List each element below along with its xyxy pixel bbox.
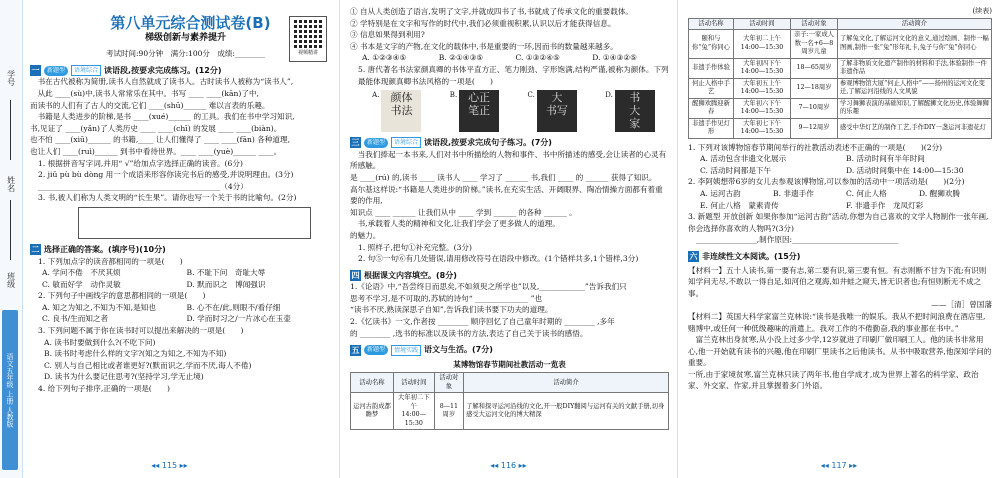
- table-row: [689, 98, 992, 118]
- passage-line: 高尔基这样说:“书籍是人类进步的阶梯。”读书,在充实生活、开阔眼界、陶冶情操方面都有着重要的作用,: [350, 184, 663, 206]
- option-a[interactable]: A. 知之为知之,不知为不知,是知也: [42, 302, 156, 312]
- table-body: [351, 393, 669, 430]
- section-number: 五: [351, 345, 360, 355]
- option-c[interactable]: C. 敏而好学 动作灵敏: [42, 279, 121, 289]
- new-type-badge: 新题型: [364, 138, 388, 148]
- reading-materials: [688, 265, 992, 393]
- table-row: [689, 30, 992, 59]
- page-115: [0, 0, 339, 478]
- fill-line: [10, 200, 11, 260]
- column-header: 活动对象: [434, 373, 463, 393]
- page-content: [688, 6, 992, 392]
- option-d[interactable]: D. 醒狮欢腾: [919, 188, 961, 198]
- option-c[interactable]: C. 别人与自己相比或者谁更好?(默而识之,学而不厌,诲人不倦): [44, 360, 252, 370]
- options-row: [688, 188, 992, 200]
- option-d[interactable]: D. 学而时习之/一片冰心在玉壶: [186, 314, 291, 324]
- option-b[interactable]: B. 心不在/此,则眼不/看仔细: [186, 302, 281, 312]
- option-a[interactable]: A. 运河古韵: [700, 188, 741, 198]
- table-cell: 了解和探寻运河沿线的文化,开一般DIY翻阅与运河有关的文献手册,切身感受大运河文化的博大精深: [464, 393, 669, 430]
- options-row: [688, 165, 992, 177]
- label-class: 班级: [6, 272, 16, 288]
- option-f[interactable]: F. 非遗手作 龙凤灯彩: [846, 200, 924, 210]
- passage-line: ③ 信息如果得到利用?: [350, 30, 425, 40]
- label-name: 姓名: [6, 176, 16, 192]
- section-number: 三: [351, 138, 360, 148]
- option-a[interactable]: A. 活动包含非遗文化展示: [700, 154, 787, 164]
- option-d[interactable]: D. 活动时间集中在 14:00—15:30: [846, 165, 964, 175]
- table-header-row: [351, 373, 669, 393]
- table-row: [689, 118, 992, 138]
- passage-line: 思考不学习,是不可取的,苏轼的诗句“ ______________ ”也: [350, 293, 543, 303]
- section-4-passage: [350, 281, 669, 339]
- book-tag: 语文五年级 上册 人教版: [2, 310, 18, 470]
- table-row: [351, 393, 669, 430]
- section-1-passage: [30, 76, 331, 157]
- table-cell: 8—11周岁: [434, 393, 463, 430]
- calligraphy-option-c[interactable]: [528, 90, 577, 132]
- answer-line[interactable]: ________________________________________________（4分）: [38, 181, 248, 191]
- question-2-1: 1. 下列加点字的读音都相同的一项是( ): [38, 256, 183, 266]
- column-header: 活动名称: [351, 373, 394, 393]
- table-cell: 何止人格中手艺: [689, 78, 734, 98]
- option-letter: C.: [527, 91, 535, 100]
- page-number: ◂◂ 117 ▸▸: [820, 461, 858, 471]
- option-e[interactable]: E. 何止八格 蒙素青传: [700, 200, 779, 210]
- passage-line: 书,承载着人类的精神和文化,让我们学会了更多做人的道理。: [350, 219, 560, 229]
- option-d[interactable]: D. 读书为什么要记住思考?(坚持学习,学无止境): [44, 372, 204, 382]
- qr-label: 视频精讲: [297, 50, 318, 57]
- table-cell: 7—10周岁: [791, 98, 838, 118]
- fill-line: [10, 100, 11, 160]
- table-cell: 了解非物质文化遗产制作的材料和手法,体验制作一件非遗作品: [838, 58, 992, 78]
- activity-table-continued: [688, 18, 992, 139]
- new-type-badge: 新题型: [44, 66, 68, 76]
- calligraphy-options: [358, 90, 669, 132]
- activity-table: [350, 372, 669, 430]
- options-row: [30, 279, 331, 291]
- qr-pattern-overlay: [294, 20, 322, 48]
- section-3-passage: [350, 149, 669, 242]
- intro-passage: [350, 6, 669, 52]
- option-c[interactable]: C. 活动时间都是下午: [700, 165, 772, 175]
- section-title: 非连续性文本阅读。(15分): [702, 251, 801, 261]
- passage-line: 而读书的人们有了古人的交流,它们 ____(shū)______ 难以言表的乐趣。: [30, 100, 270, 110]
- table-cell: 了解兔文化,了解运河文化的意义,通过绘画、制作一幅图画,制作一张“兔”形年礼卡,兔子与你“兔”你同心: [838, 30, 992, 59]
- option-a[interactable]: A. 读书时要做到什么?(不吃下问): [44, 337, 156, 347]
- page-subtitle: 梯级创新与素养提升: [144, 32, 226, 43]
- section-number: 四: [351, 270, 360, 280]
- table-cell: 大年初二下午 14:00—15:30: [393, 393, 434, 430]
- table-cell: 运河古韵成都瞻梦: [351, 393, 394, 430]
- passage-line: 的 ________ ,选书的标准以及读书的方法,表达了自己关于读书的感悟。: [350, 328, 588, 338]
- category-badge: 情境实践: [391, 345, 421, 356]
- section-6-heading: [688, 251, 992, 263]
- table-body: [689, 30, 992, 139]
- section-number: 二: [31, 245, 40, 255]
- question-2-2: 2. 下列句子中画线字的意思都相同的一项是( ): [38, 291, 206, 301]
- material-1-source: ——［清］曾国藩: [931, 300, 992, 310]
- table-cell: 大年初六下午 14:00—15:30: [734, 98, 791, 118]
- column-header: 活动简介: [838, 18, 992, 30]
- option-a[interactable]: A. ①②③④⑤: [362, 53, 407, 63]
- option-letter: D.: [605, 91, 613, 100]
- question-1-1: 1. 根据拼音写字词,并用“ √”给加点字选择正确的读音。(6分): [38, 158, 243, 168]
- answer-box[interactable]: [78, 207, 311, 239]
- passage-line: 当我们捧起一本书来,人们对书中所描绘的人物和事件、书中所描述的感受,会让读者的心灵有所感触。: [350, 149, 667, 171]
- passage-line: ② 学特别是在文字和写作的时代中,我们必须重视积累,认识以后才能获得信息。: [350, 18, 616, 28]
- table-title: 某博物馆春节期间社教活动一览表: [453, 359, 566, 369]
- passage-line: 从此 ____(sù)中,读书人常常乐在其中。书写 ____ ____(kān)了中,: [30, 88, 259, 98]
- table-cell: 12—18周岁: [791, 78, 838, 98]
- options-row: [350, 52, 669, 64]
- calligraphy-option-a[interactable]: [372, 90, 421, 132]
- question-2-3: 3. 下列问题不属于你在读书时可以提出来解决的一项是( ): [38, 326, 244, 336]
- section-number: 一: [31, 66, 40, 76]
- option-b[interactable]: B. ②①④③⑤: [438, 53, 484, 63]
- passage-line: ④ 书本是文字的产物,在文化的载体中,书是重要的一环,因而书的数量越来越多。: [350, 41, 618, 51]
- passage-line: 书籍是人类进步的阶梯,是书 ____(xué)______ 的工具。我们在书中学习知识,: [30, 112, 295, 122]
- passage-line: 书在古代被称为简册,读书人自然就成了读书人。古时读书人被称为“读书人”,: [30, 77, 294, 87]
- table-cell: 感受中华灯艺的制作工艺,手作DIY一盏运河非遗花灯: [838, 118, 992, 138]
- passage-line: 也不怕 ____(xiū)______ 的书籍,____ 让人们懂得了 ____ ____(fān) 各种道理,: [30, 135, 291, 145]
- calligraphy-option-b[interactable]: [450, 90, 499, 132]
- calligraphy-image: 心正 笔正: [459, 90, 499, 132]
- options-row: [30, 267, 331, 279]
- passage-line: 1.《论语》中,“吾尝终日而思矣,不如须臾之所学也”以及,____________”告诉我们只: [350, 282, 627, 292]
- table-cell: 亲子:一家成人数一名+6—8周岁儿童: [791, 30, 838, 59]
- question-1-2: 2. jiǔ pù bù dòng 用一个成语来形容你读完书后的感受,并说明理由。(3分): [38, 170, 294, 180]
- table-cell: 醒狮欢腾迎新春: [689, 98, 734, 118]
- table-cell: 大年初二上午 14:00—15:30: [734, 30, 791, 59]
- section-title: 根据课文内容填空。(8分): [364, 270, 457, 280]
- table-cell: 18—65周岁: [791, 58, 838, 78]
- section-title: 读语段,按要求完成句子练习。(7分): [424, 138, 552, 148]
- section-3-heading: [350, 137, 669, 149]
- table-cell: 颐和与你“兔”你同心: [689, 30, 734, 59]
- calligraphy-image: 颜体 书法: [381, 90, 421, 132]
- table-row: [689, 58, 992, 78]
- section-5-heading: [350, 344, 669, 356]
- binding-margin: [0, 0, 23, 478]
- options-row: [688, 153, 992, 165]
- page-116: [339, 0, 677, 478]
- passage-line: “读书不厌,熟读深思子自知”,告诉我们读书要下功夫的道理。: [350, 305, 553, 315]
- label-school-number: 学号: [6, 70, 16, 86]
- option-letter: B.: [449, 91, 458, 100]
- option-d[interactable]: D. 默而识之 博闻强识: [186, 279, 266, 289]
- question-5-2: 2. 李阿姨想带6岁的女儿去参观该博物馆,可以参加的活动中一项活动是( )(2分): [688, 177, 965, 187]
- section-title: 读语段,按要求完成练习。(12分): [104, 65, 222, 75]
- column-header: 活动简介: [464, 373, 669, 393]
- section-4-heading: [350, 270, 669, 282]
- answer-line[interactable]: ________________,制作原因:____________________________: [696, 235, 899, 245]
- option-b[interactable]: B. 读书时考虑什么样的文字?(知之为知之,不知为不知): [44, 349, 227, 359]
- options-row: [688, 200, 992, 212]
- page-content: [350, 6, 669, 430]
- option-b[interactable]: B. 不耻下问 奇耻大辱: [186, 268, 266, 278]
- section-number: 六: [689, 252, 698, 262]
- page-number: ◂◂ 116 ▸▸: [490, 461, 527, 471]
- table-cell: 9—12周岁: [791, 118, 838, 138]
- qr-code[interactable]: [289, 16, 327, 62]
- table-row: [689, 78, 992, 98]
- question-1-3: 3. 书,被人们称为人类文明的“长生果”。请你也写一个关于书的比喻句。(2分): [38, 193, 297, 203]
- option-b[interactable]: B. 活动时间有半年时间: [846, 154, 925, 164]
- new-type-badge: 新题型: [364, 345, 388, 355]
- page-content: [30, 6, 331, 395]
- question-5-3: 3. 新题型 开放创新 如果你参加“运河古韵”活动,你想为自己喜欢的文学人物制作一张年画,你会选择你喜欢的人物吗?(3分): [688, 212, 989, 233]
- table-cell: 学习舞狮表演的基础知识,了解醒狮文化历史,体验舞狮的乐趣: [838, 98, 992, 118]
- category-badge: 语境综合: [391, 137, 421, 148]
- passage-line: 也让人们 ____(ruì)______ 到书中看待世界。____ ____(yuè)______ ____。: [30, 146, 282, 156]
- material-2-paragraph: 富兰克林出身贫寒,从小没上过多少学,12岁就进了印刷厂做印刷工人。他的读书非常用心,他一开始就有读书的兴趣,他在印刷厂里读书之后他读书。从书中吸取营养,他深知学问的重要。: [688, 335, 992, 368]
- column-header: 活动对象: [791, 18, 838, 30]
- page-117: [677, 0, 1000, 478]
- question-5-1: 1. 下列对该博物馆春节期间举行的社教活动表述不正确的一项是( )(2分): [688, 142, 943, 152]
- table-cell: 大年初四下午 14:00—15:30: [734, 58, 791, 78]
- passage-line: 知识点 ____ ______ 让我们从中 ____ 学到 ______ 的各种 ______ 。: [350, 207, 577, 217]
- option-a[interactable]: A. 学问不倦 不厌其烦: [42, 268, 121, 278]
- material-2: 【材料二】英国大科学家富兰克林说:“读书是我唯一的娱乐。我从不把时间浪费在酒店里,赌博中,或任何一种低级趣味的消遣上。我对工作的不倦勤奋,我的事业都在书中。”: [688, 311, 986, 333]
- calligraphy-image: 书 大 家: [615, 90, 655, 132]
- calligraphy-image: 大 书写: [537, 90, 577, 132]
- table-cell: 参观博物馆大厦“何止人格中”——扬州的运河文化变迁,了解运河沿线的人文风貌: [838, 78, 992, 98]
- passage-line: 2.《忆读书》一文,作者按 ________ 顺序回忆了自己童年时期的 ________ ,多年: [350, 317, 615, 327]
- option-b[interactable]: B. 非遗手作: [773, 188, 814, 198]
- options-row: [30, 302, 331, 314]
- question-2-4: 4. 给下列句子排序,正确的一项是( ): [38, 384, 170, 394]
- page-number: ◂◂ 115 ▸▸: [151, 461, 188, 471]
- options-row: [30, 313, 331, 325]
- category-badge: 语境综合: [71, 65, 101, 76]
- question-3-1: 1. 照样子,把句①补充完整。(3分): [358, 242, 472, 252]
- table-header-row: [689, 18, 992, 30]
- passage-line: 的魅力。: [350, 230, 381, 240]
- option-d[interactable]: D. ①④③②⑤: [592, 53, 637, 63]
- section-1-heading: [30, 65, 331, 77]
- question-3-2: 2. 句⑤一句⑥有几处错误,请用修改符号在语段中修改。(1个错样共多,1个错样,3分): [358, 254, 639, 264]
- continued-label: (续表): [972, 7, 992, 15]
- option-c[interactable]: C. 良书/生而知之者: [42, 314, 109, 324]
- question-5: 5. 唐代著名书法家颜真卿的书体平直方正、笔力刚劲、字形饱满,结构严谨,被称为颜体。下列最能体现颜真卿书法风格的一项是( ): [358, 64, 669, 86]
- table-cell: 非遗手作体验: [689, 58, 734, 78]
- exam-info: 考试时间:90分钟 满分:100分 成绩:________: [106, 49, 265, 59]
- section-title: 语文与生活。(7分): [424, 345, 493, 355]
- table-cell: 非遗手作见灯形: [689, 118, 734, 138]
- column-header: 活动名称: [689, 18, 734, 30]
- column-header: 活动时间: [734, 18, 791, 30]
- table-cell: 大年初七下午 14:00—15:30: [734, 118, 791, 138]
- option-letter: A.: [372, 91, 380, 100]
- material-2-paragraph: 一所,由于家境贫寒,富兰克林只读了两年书,他自学成才,成为世界上著名的科学家、政治家、外交家、作家,并且掌握着多门外语。: [688, 369, 979, 391]
- section-title: 选择正确的答案。(填序号)(10分): [44, 244, 166, 254]
- calligraphy-option-d[interactable]: [605, 90, 655, 132]
- column-header: 活动时间: [393, 373, 434, 393]
- material-1: 【材料一】五十人读书,第一要有志,第二要有识,第三要有恒。有志则断不甘为下流;有识则知学问无尽,不敢以一得自足,如河伯之观海,如井蛙之窥天,皆无识者也;有恒则断无不成之事。: [688, 265, 987, 298]
- page-title: 第八单元综合测试卷(B): [110, 14, 271, 32]
- passage-line: 书,见证了 ____(yǎn)了人类历史 ____ ____(chī) 的发展 ____ ____(biàn)。: [30, 123, 282, 133]
- option-c[interactable]: C. 何止人格: [846, 188, 887, 198]
- passage-line: 是 ____(rú) 的,读书 ____ 读书人 ____ 学习了 ______ 书,我们 ____ 的 ______ 获得了知识。: [350, 172, 657, 182]
- table-cell: 大年初五上午 14:00—15:30: [734, 78, 791, 98]
- passage-line: ① 自从人类创造了语言,发明了文字,并就成四书了书,书就成了传承文化的重要载体。: [350, 7, 634, 16]
- option-c[interactable]: C. ①③②④⑤: [515, 53, 560, 63]
- section-2-heading: [30, 244, 331, 256]
